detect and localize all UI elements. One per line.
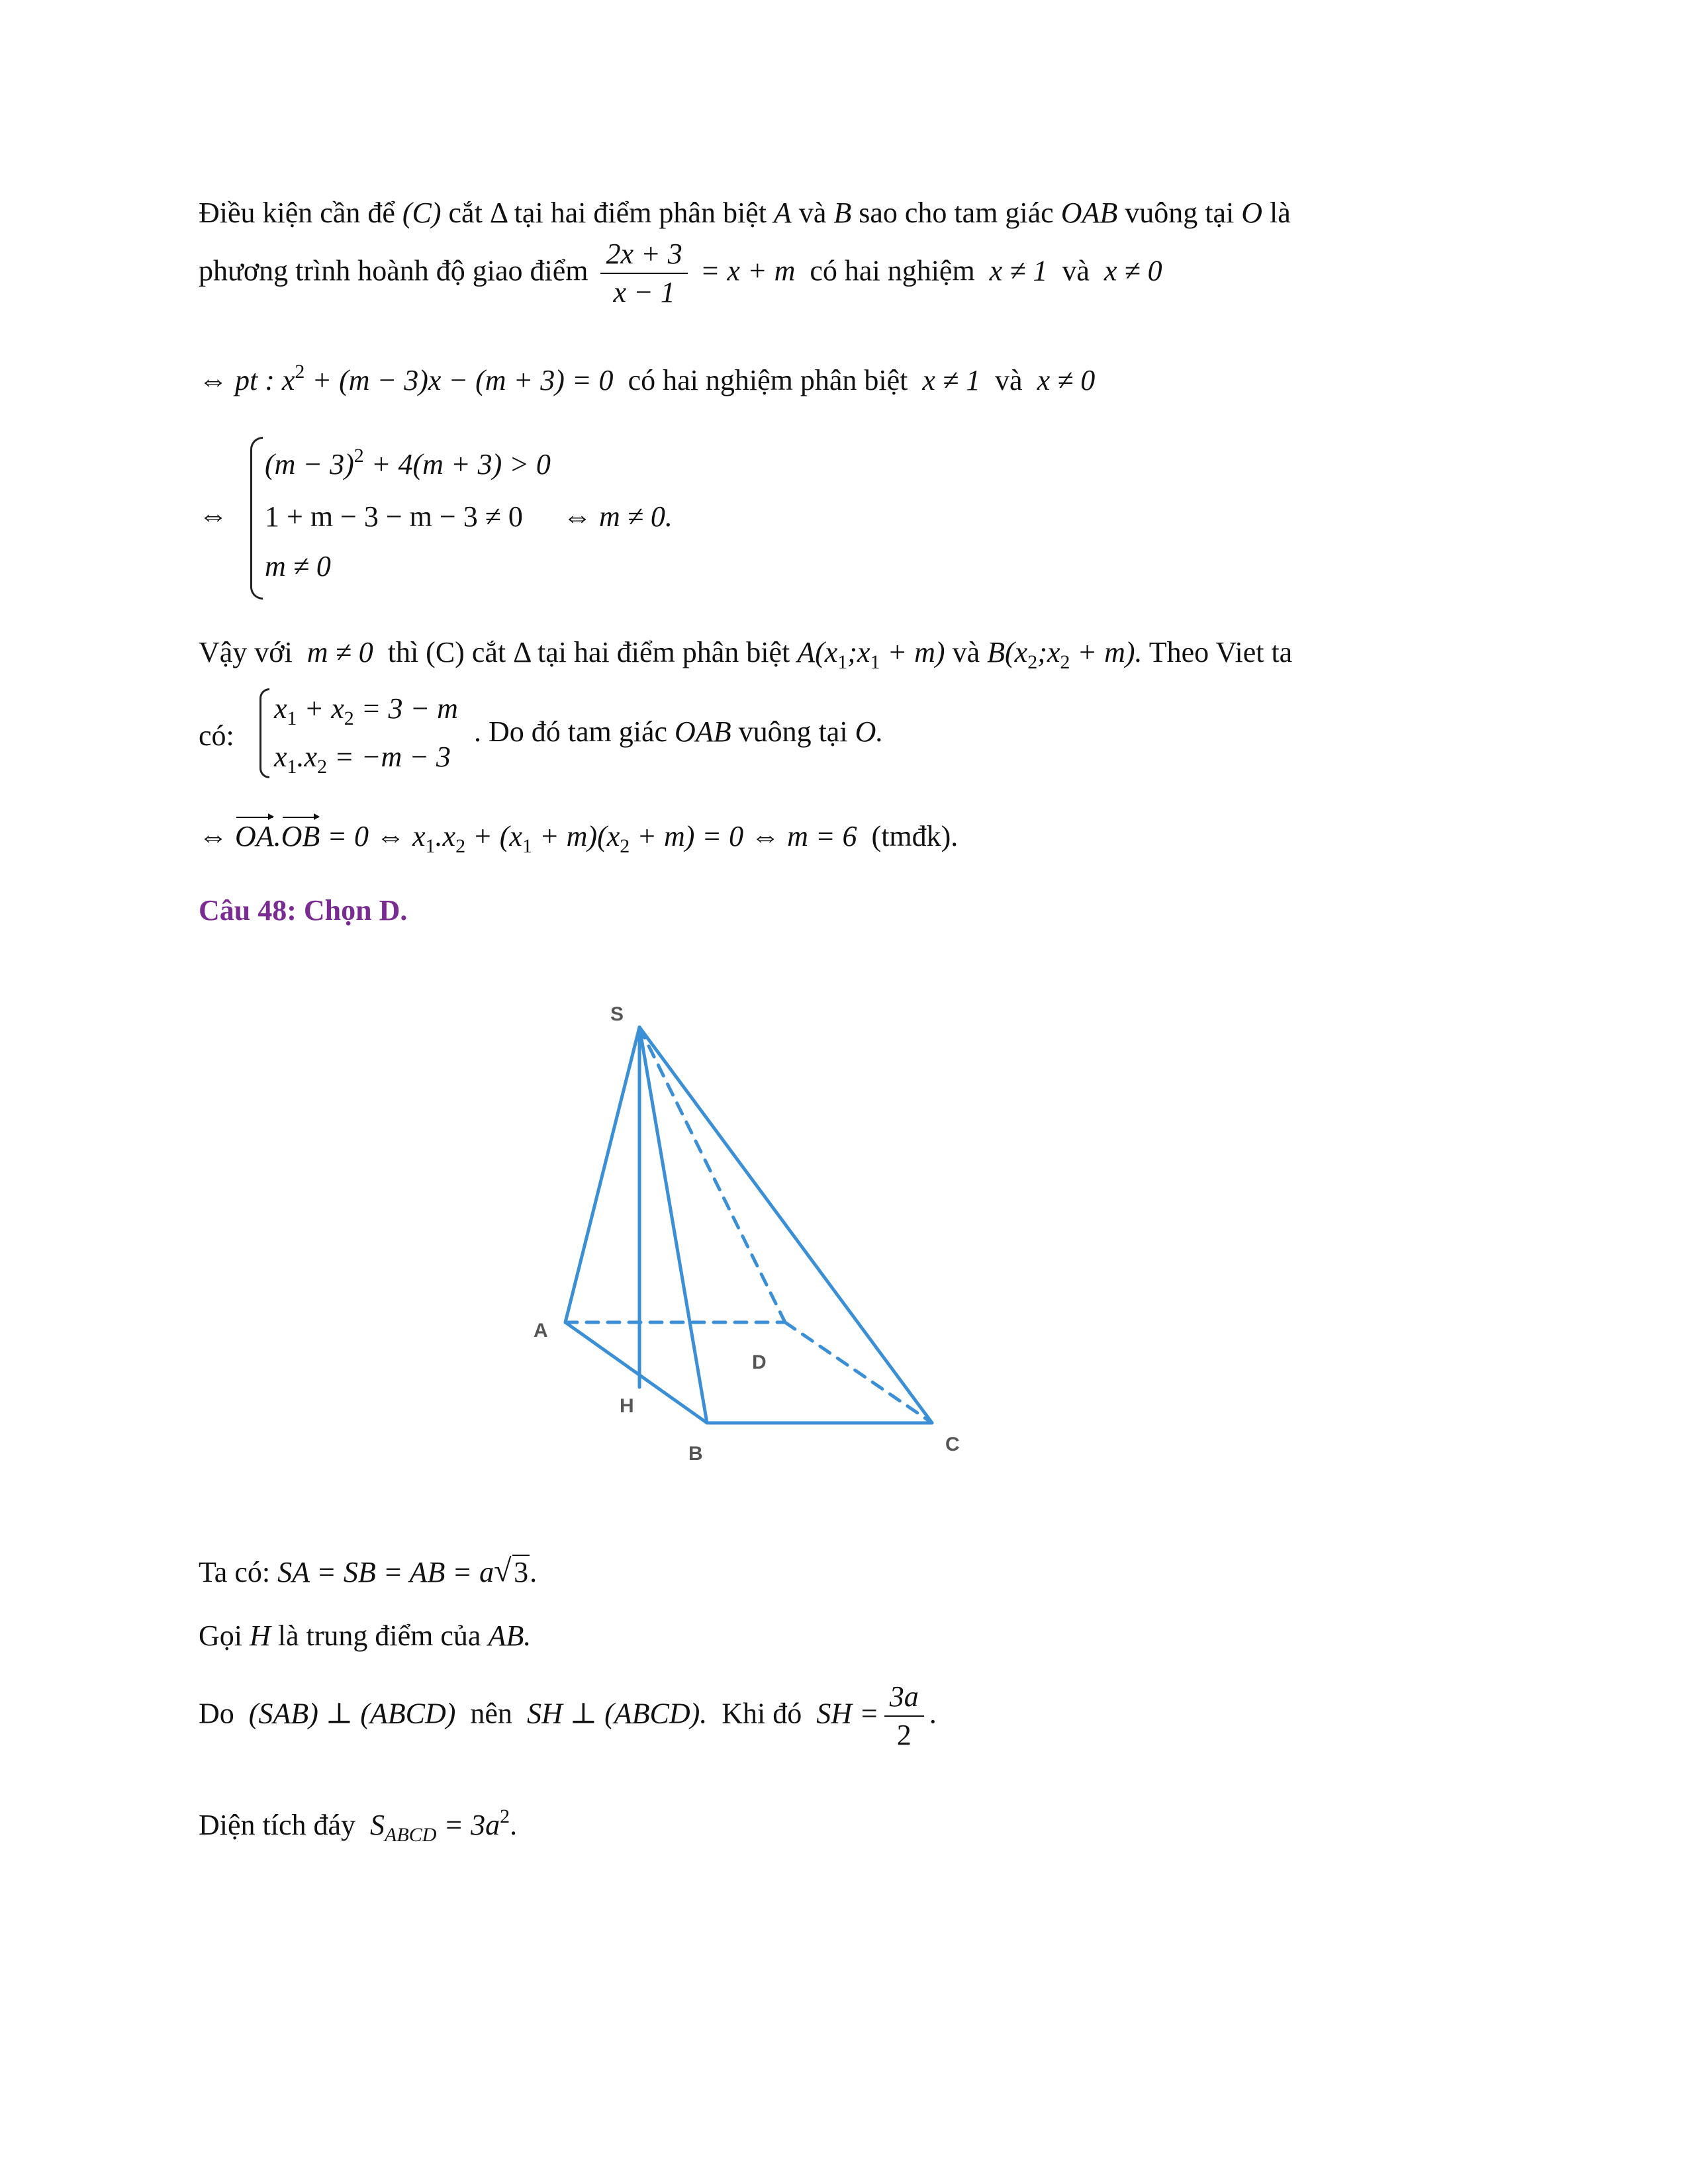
- pyramid-edges: [565, 1027, 932, 1423]
- fraction-denominator: 2: [896, 1719, 912, 1752]
- paragraph-sides: [199, 1557, 537, 1588]
- text: m ≠ 0.: [599, 500, 673, 533]
- viet-row-1: [274, 692, 458, 730]
- subscript: 1: [287, 707, 297, 729]
- math-rest: + (m − 3)x − (m + 3) = 0: [312, 364, 614, 396]
- equiv-arrow: ⇔: [199, 364, 228, 396]
- text: .: [530, 1556, 538, 1588]
- text: Ta có:: [199, 1556, 271, 1588]
- text: Do: [199, 1697, 234, 1730]
- superscript: 2: [353, 445, 364, 467]
- text: Vậy với: [199, 636, 293, 668]
- math-cond1: x ≠ 1: [989, 254, 1048, 287]
- label-S: S: [610, 1003, 624, 1025]
- paragraph-condition: [199, 197, 1291, 229]
- text: + 4(m + 3) > 0: [371, 448, 551, 480]
- system-result: [563, 500, 673, 533]
- math-SH: SH =: [816, 1697, 879, 1730]
- label-C: C: [945, 1433, 960, 1455]
- text: .x: [435, 820, 456, 852]
- label-A: A: [534, 1320, 548, 1342]
- subscript: 1: [287, 756, 297, 778]
- paragraph-height: [199, 1681, 937, 1752]
- text: .x: [297, 741, 318, 773]
- text: là: [1269, 197, 1291, 229]
- edge-SC: [639, 1027, 932, 1423]
- label-B: B: [688, 1443, 703, 1465]
- equiv-arrow: ⇔: [563, 500, 592, 533]
- math-point-B: [987, 636, 1143, 673]
- paragraph-equation: [199, 238, 1162, 309]
- paragraph-quadratic: [199, 361, 1095, 396]
- text: Điều kiện cần để: [199, 197, 395, 229]
- fraction-denominator: x − 1: [613, 276, 675, 309]
- math-B: B: [833, 197, 852, 229]
- fraction-numerator: 2x + 3: [600, 238, 687, 274]
- equiv-arrow: ⇔: [199, 499, 228, 531]
- subscript: 1: [870, 651, 880, 673]
- system-row-1: [265, 445, 551, 481]
- text: + (x: [473, 820, 522, 852]
- text: vuông tại: [1125, 197, 1235, 229]
- math-cond: m ≠ 0: [306, 636, 373, 668]
- fraction-numerator: 3a: [884, 1681, 924, 1717]
- text: là trung điểm của: [277, 1619, 481, 1652]
- text: + m) = 0 ⇔ m = 6: [637, 820, 857, 852]
- question-heading: Câu 48: Chọn D.: [199, 894, 408, 927]
- math-cond2: x ≠ 0: [1037, 364, 1096, 396]
- text: Theo Viet ta: [1149, 636, 1293, 668]
- text: .: [273, 820, 281, 852]
- math-delta: Δ: [513, 636, 530, 668]
- subscript: 2: [620, 835, 630, 857]
- fraction: [600, 238, 687, 309]
- text: tại hai điểm phân biệt: [514, 197, 767, 229]
- text: .: [510, 1809, 518, 1841]
- text: và: [1062, 254, 1090, 287]
- math-OAB: OAB: [1060, 197, 1118, 229]
- text: m ≠ 0: [265, 550, 331, 582]
- math-rhs: = x + m: [700, 254, 796, 287]
- label-H: H: [620, 1395, 634, 1417]
- superscript: 2: [295, 361, 305, 383]
- text: x: [274, 741, 287, 773]
- subscript: 1: [425, 835, 436, 857]
- system-row-2: [265, 500, 523, 533]
- text: (m − 3): [265, 448, 354, 480]
- text: vuông tại: [738, 715, 848, 748]
- text: Khi đó: [722, 1697, 802, 1730]
- text: ;x: [1037, 636, 1060, 668]
- subscript: 2: [1027, 651, 1038, 673]
- math-S: S: [370, 1809, 385, 1841]
- text: + m).: [1077, 636, 1143, 668]
- math-C: (C): [402, 197, 442, 229]
- math-perp: (SAB) ⊥ (ABCD): [248, 1697, 456, 1730]
- subscript: 2: [455, 835, 466, 857]
- subscript: 2: [317, 756, 328, 778]
- label-D: D: [752, 1351, 767, 1373]
- text: phương trình hoành độ giao điểm: [199, 254, 588, 287]
- system-row-3: [265, 549, 331, 583]
- text: . Do đó tam giác: [474, 715, 668, 748]
- text: tại hai điểm phân biệt: [538, 636, 790, 668]
- text: + x: [304, 692, 344, 725]
- text: và: [952, 636, 980, 668]
- math-OAB: OAB: [675, 715, 731, 748]
- math-pt: pt : x: [235, 364, 295, 396]
- math-AB: AB.: [488, 1619, 532, 1652]
- math-area: = 3a: [444, 1809, 500, 1841]
- text: có:: [199, 719, 234, 752]
- text: = 3 − m: [361, 692, 458, 725]
- text: và: [798, 197, 827, 229]
- paragraph-intersection: [199, 637, 1292, 673]
- text: = −m − 3: [334, 741, 451, 773]
- edge-SA: [565, 1027, 639, 1322]
- edge-SD: [639, 1027, 785, 1322]
- vector-OB: OB: [281, 820, 320, 852]
- text: A(x: [797, 636, 838, 668]
- text: Diện tích đáy: [199, 1809, 356, 1841]
- pyramid-figure: [490, 993, 993, 1482]
- math-expression: [327, 820, 857, 857]
- math-perp2: SH ⊥ (ABCD).: [526, 1697, 708, 1730]
- text: + m)(x: [539, 820, 620, 852]
- text: x: [274, 692, 287, 725]
- subscript: 1: [837, 651, 848, 673]
- paragraph-midpoint: [199, 1620, 531, 1652]
- superscript: 2: [500, 1805, 510, 1827]
- text: = 0 ⇔ x: [327, 820, 426, 852]
- math-O: O: [1241, 197, 1262, 229]
- viet-row-2: [274, 740, 451, 778]
- text: 1 + m − 3 − m − 3 ≠ 0: [265, 500, 523, 533]
- edge-AB: [565, 1322, 707, 1423]
- math-O: O.: [855, 715, 884, 748]
- text: B(x: [987, 636, 1028, 668]
- subscript: 1: [522, 835, 532, 857]
- text: + m): [887, 636, 945, 668]
- viet-after: [474, 715, 883, 749]
- text: nên: [470, 1697, 512, 1730]
- fraction: [884, 1681, 924, 1752]
- sqrt: [494, 1557, 530, 1588]
- text: sao cho tam giác: [859, 197, 1054, 229]
- text: có hai nghiệm phân biệt: [628, 364, 908, 396]
- text: ;x: [847, 636, 870, 668]
- math-cond2: x ≠ 0: [1103, 254, 1162, 287]
- text: có hai nghiệm: [810, 254, 975, 287]
- radicand: 3: [514, 1556, 529, 1588]
- math-delta: Δ: [489, 197, 507, 229]
- left-brace: [250, 437, 263, 600]
- math-A: A: [773, 197, 792, 229]
- subscript: 2: [344, 707, 354, 729]
- paragraph-area: [199, 1805, 517, 1846]
- edge-DC: [785, 1322, 932, 1423]
- subscript: ABCD: [385, 1824, 437, 1846]
- edge-SB: [639, 1027, 707, 1423]
- text: cắt: [448, 197, 483, 229]
- subscript: 2: [1060, 651, 1070, 673]
- text: Gọi: [199, 1619, 242, 1652]
- text: và: [995, 364, 1023, 396]
- text: .: [929, 1697, 937, 1730]
- text: (tmđk).: [871, 820, 959, 852]
- text: thì (C) cắt: [387, 636, 506, 668]
- math-point-A: [797, 636, 945, 673]
- math-H: H: [250, 1619, 271, 1652]
- math-sides: SA = SB = AB = a: [277, 1556, 494, 1588]
- vector-OA: OA: [235, 820, 274, 852]
- paragraph-dot-product: [199, 821, 958, 857]
- left-brace: [259, 688, 269, 778]
- equiv-arrow: ⇔: [199, 820, 228, 852]
- math-cond1: x ≠ 1: [922, 364, 981, 396]
